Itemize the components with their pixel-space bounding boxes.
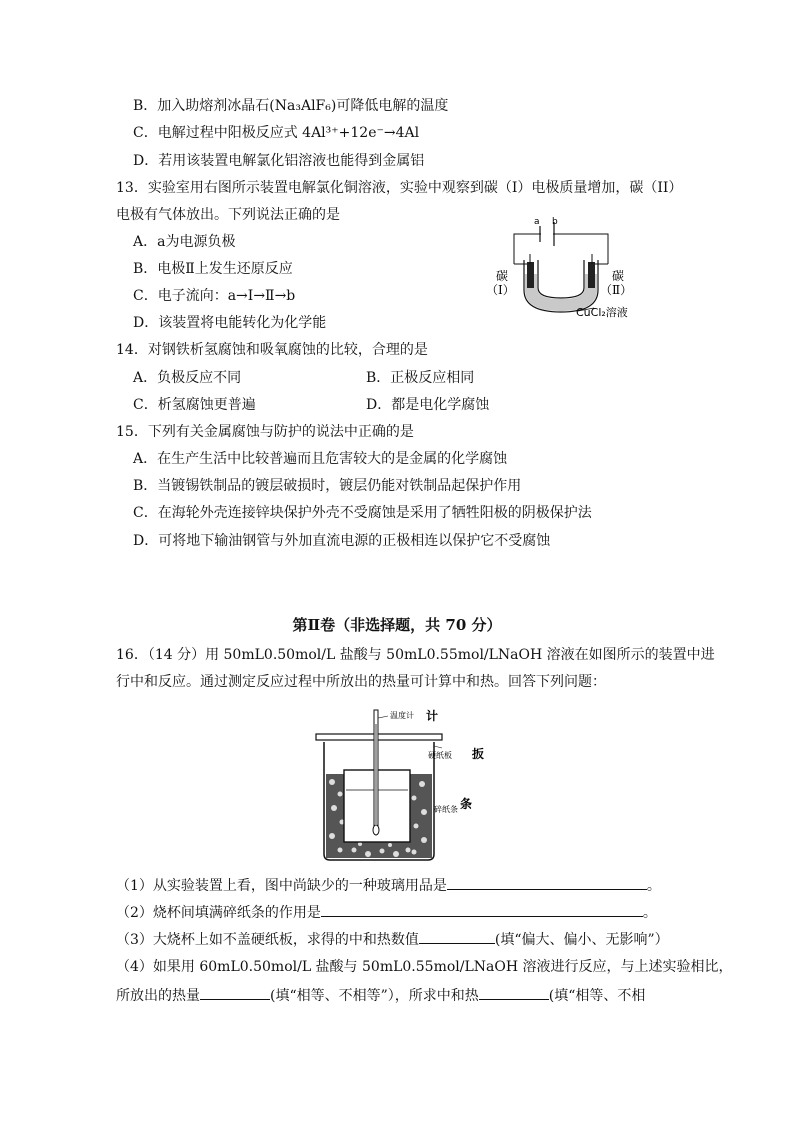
q13-option-a: A．a为电源负极 [133, 234, 236, 250]
label-thermometer-big: 计 [426, 709, 439, 723]
q14-stem: 14．对钢铁析氢腐蚀和吸氧腐蚀的比较，合理的是 [116, 342, 428, 358]
label-electrode-II: （Ⅱ） [600, 283, 633, 297]
q13-option-c: C．电子流向：a→Ⅰ→Ⅱ→b [133, 288, 296, 304]
q13-option-d: D．该装置将电能转化为化学能 [133, 315, 327, 331]
q16-part3 [116, 929, 669, 950]
q14-option-c: C．析氢腐蚀更普遍 [133, 397, 256, 413]
q16-part4-blank-neutral[interactable] [479, 985, 549, 1000]
label-board: 硬纸板 [428, 751, 452, 760]
q16-part3-blank[interactable] [419, 929, 495, 944]
calorimeter-figure [310, 704, 500, 864]
q15-option-b: B．当镀锡铁制品的镀层破损时，镀层仍能对铁制品起保护作用 [133, 478, 522, 494]
q16-part3-text: （3）大烧杯上如不盖硬纸板，求得的中和热数值 [116, 932, 419, 948]
u-tube-inner [538, 260, 584, 298]
q14-option-d: D．都是电化学腐蚀 [366, 397, 490, 413]
section-title: 第Ⅱ卷（非选择题，共 70 分） [292, 616, 502, 634]
label-carbon-right: 碳 [612, 269, 625, 283]
q12-option-b: B．加入助熔剂冰晶石(Na₃AlF₆)可降低电解的温度 [133, 98, 449, 114]
q16-part1-blank[interactable] [447, 875, 647, 890]
label-strips-big: 条 [460, 797, 473, 811]
q16-part2-text: （2）烧杯间填满碎纸条的作用是 [116, 905, 321, 921]
q14-option-a: A．负极反应不同 [133, 370, 242, 386]
q13-stem-line1: 13．实验室用右图所示装置电解氯化铜溶液，实验中观察到碳（I）电极质量增加，碳（II） [116, 180, 683, 196]
q16-part4-text-b: (填“相等、不相等”），所求中和热 [270, 988, 479, 1004]
cardboard-lid [316, 734, 442, 740]
q15-option-a: A．在生产生活中比较普遍而且危害较大的是金属的化学腐蚀 [133, 451, 508, 467]
q13-option-b: B．电极Ⅱ上发生还原反应 [133, 261, 293, 277]
q16-part1-end: 。 [646, 878, 661, 894]
q15-option-d: D．可将地下输油钢管与外加直流电源的正极相连以保护它不受腐蚀 [133, 533, 551, 549]
label-electrode-I: （Ⅰ） [486, 283, 515, 297]
q12-option-c: C．电解过程中阳极反应式 4Al³⁺+12e⁻→4Al [133, 125, 420, 141]
electrolysis-figure [482, 212, 652, 324]
right-wire [590, 234, 608, 264]
q16-part2-blank[interactable] [321, 902, 643, 917]
q16-part4-line2 [116, 985, 645, 1006]
q16-part2-end: 。 [642, 905, 657, 921]
q16-part4-line1: （4）如果用 60mL0.50mol/L 盐酸与 50mL0.55mol/LNaOH 溶液进行反应，与上述实验相比， [116, 959, 733, 975]
q15-option-c: C．在海轮外壳连接锌块保护外壳不受腐蚀是采用了牺牲阳极的阴极保护法 [133, 505, 592, 521]
q14-option-b: B．正极反应相同 [366, 370, 475, 386]
left-wire [514, 234, 532, 264]
q16-part4-text-c: (填“相等、不相 [548, 988, 646, 1004]
q15-stem: 15．下列有关金属腐蚀与防护的说法中正确的是 [116, 424, 414, 440]
label-strips: 碎纸条 [434, 805, 458, 814]
q16-part1 [116, 875, 661, 896]
q16-part2 [116, 902, 657, 923]
q16-part4-blank-heat[interactable] [200, 985, 270, 1000]
label-b: b [552, 217, 558, 227]
label-thermometer: 温度计 [390, 711, 414, 720]
q16-part1-text: （1）从实验装置上看，图中尚缺少的一种玻璃用品是 [116, 878, 447, 894]
label-carbon-left: 碳 [496, 269, 509, 283]
q16-part4-text-a: 所放出的热量 [116, 988, 200, 1004]
q16-part3-hint: (填“偏大、偏小、无影响”） [494, 932, 669, 948]
label-board-big: 扳 [472, 747, 485, 761]
q16-stem-line2: 行中和反应。通过测定反应过程中所放出的热量可计算中和热。回答下列问题： [116, 674, 606, 690]
q12-option-d: D．若用该装置电解氯化铝溶液也能得到金属铝 [133, 153, 425, 169]
q16-stem-line1: 16．（14 分）用 50mL0.50mol/L 盐酸与 50mL0.55mol/LNaOH 溶液在如图所示的装置中进 [116, 647, 715, 663]
label-solution: CuCl₂溶液 [576, 306, 628, 319]
electrode-left [527, 262, 534, 288]
q13-stem-line2: 电极有气体放出。下列说法正确的是 [116, 207, 340, 223]
label-a: a [534, 217, 540, 227]
electrode-right [588, 262, 595, 288]
